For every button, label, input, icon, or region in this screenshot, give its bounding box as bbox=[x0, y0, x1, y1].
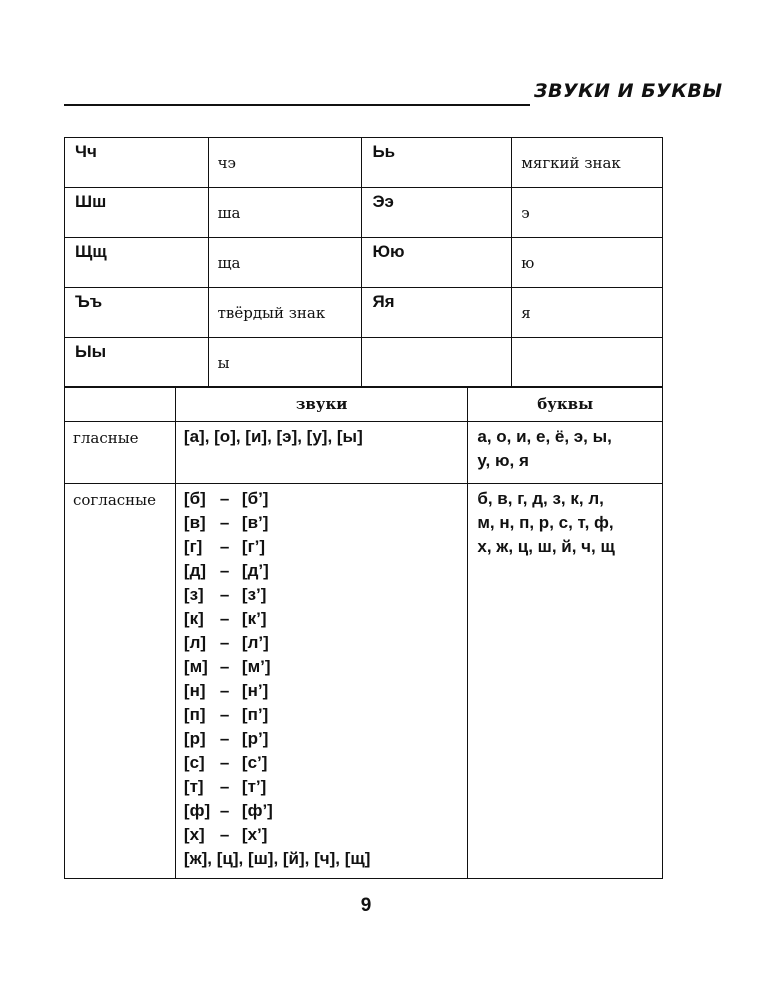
letter-cell: Ыы bbox=[65, 338, 209, 388]
letter-name-cell: э bbox=[512, 188, 663, 238]
sound-pair: [с] – [с’] bbox=[183, 753, 268, 772]
table-row bbox=[65, 188, 663, 238]
table-row bbox=[65, 484, 663, 879]
consonant-letters bbox=[468, 484, 663, 879]
letter-name-cell: ша bbox=[208, 188, 362, 238]
sound-pair: [з] – [з’] bbox=[183, 585, 267, 604]
vowel-sounds: [а], [о], [и], [э], [у], [ы] bbox=[175, 422, 467, 484]
section-title: ЗВУКИ И БУКВЫ bbox=[534, 80, 723, 102]
letter-name-cell: ю bbox=[512, 238, 663, 288]
letter-name-cell: ы bbox=[208, 338, 362, 388]
sound-pair: [р] – [р’] bbox=[183, 729, 269, 748]
sound-pair: [х] – [х’] bbox=[183, 825, 268, 844]
sound-pair: [л] – [л’] bbox=[183, 633, 269, 652]
letter-cell: Ьь bbox=[362, 138, 512, 188]
letter-name-cell: я bbox=[512, 288, 663, 338]
letters-header: буквы bbox=[468, 387, 663, 422]
consonant-letters-line: б, в, г, д, з, к, л, bbox=[477, 489, 604, 508]
page-number: 9 bbox=[360, 895, 372, 916]
sound-pair: [г] – [г’] bbox=[183, 537, 266, 556]
sound-pair: [в] – [в’] bbox=[183, 513, 269, 532]
vowel-letters-line: а, о, и, е, ё, э, ы, bbox=[477, 427, 612, 446]
table-row bbox=[65, 338, 663, 388]
table-row bbox=[65, 422, 663, 484]
sounds-letters-table bbox=[64, 386, 663, 879]
letter-cell: Ээ bbox=[362, 188, 512, 238]
consonant-sounds bbox=[175, 484, 467, 879]
header-rule bbox=[64, 104, 530, 106]
letter-name-cell: мягкий знак bbox=[512, 138, 663, 188]
letter-cell bbox=[362, 338, 512, 388]
consonants-label: согласные bbox=[65, 484, 176, 879]
letter-name-cell: твёрдый знак bbox=[208, 288, 362, 338]
sound-pair: [д] – [д’] bbox=[183, 561, 269, 580]
alphabet-table bbox=[64, 137, 663, 388]
table-header-row bbox=[65, 387, 663, 422]
letter-cell: Щщ bbox=[65, 238, 209, 288]
sound-pair: [б] – [б’] bbox=[183, 489, 269, 508]
consonant-letters-line: х, ж, ц, ш, й, ч, щ bbox=[477, 537, 615, 556]
vowel-letters bbox=[468, 422, 663, 484]
letter-cell: Ъъ bbox=[65, 288, 209, 338]
empty-header-cell bbox=[65, 387, 176, 422]
letter-cell: Яя bbox=[362, 288, 512, 338]
letter-name-cell: ща bbox=[208, 238, 362, 288]
letter-name-cell: чэ bbox=[208, 138, 362, 188]
table-row bbox=[65, 288, 663, 338]
sound-pair: [н] – [н’] bbox=[183, 681, 269, 700]
table-row bbox=[65, 138, 663, 188]
sound-pair: [к] – [к’] bbox=[183, 609, 267, 628]
sound-pair: [м] – [м’] bbox=[183, 657, 271, 676]
sound-pair: [т] – [т’] bbox=[183, 777, 267, 796]
sounds-header: звуки bbox=[175, 387, 467, 422]
letter-cell: Юю bbox=[362, 238, 512, 288]
table-row bbox=[65, 238, 663, 288]
letter-name-cell bbox=[512, 338, 663, 388]
vowels-label: гласные bbox=[65, 422, 176, 484]
letter-cell: Чч bbox=[65, 138, 209, 188]
sound-pair: [п] – [п’] bbox=[183, 705, 269, 724]
consonant-letters-line: м, н, п, р, с, т, ф, bbox=[477, 513, 614, 532]
vowel-letters-line: у, ю, я bbox=[477, 451, 529, 470]
letter-cell: Шш bbox=[65, 188, 209, 238]
unpaired-sounds: [ж], [ц], [ш], [й], [ч], [щ] bbox=[183, 849, 371, 868]
sound-pair: [ф] – [ф’] bbox=[183, 801, 273, 820]
